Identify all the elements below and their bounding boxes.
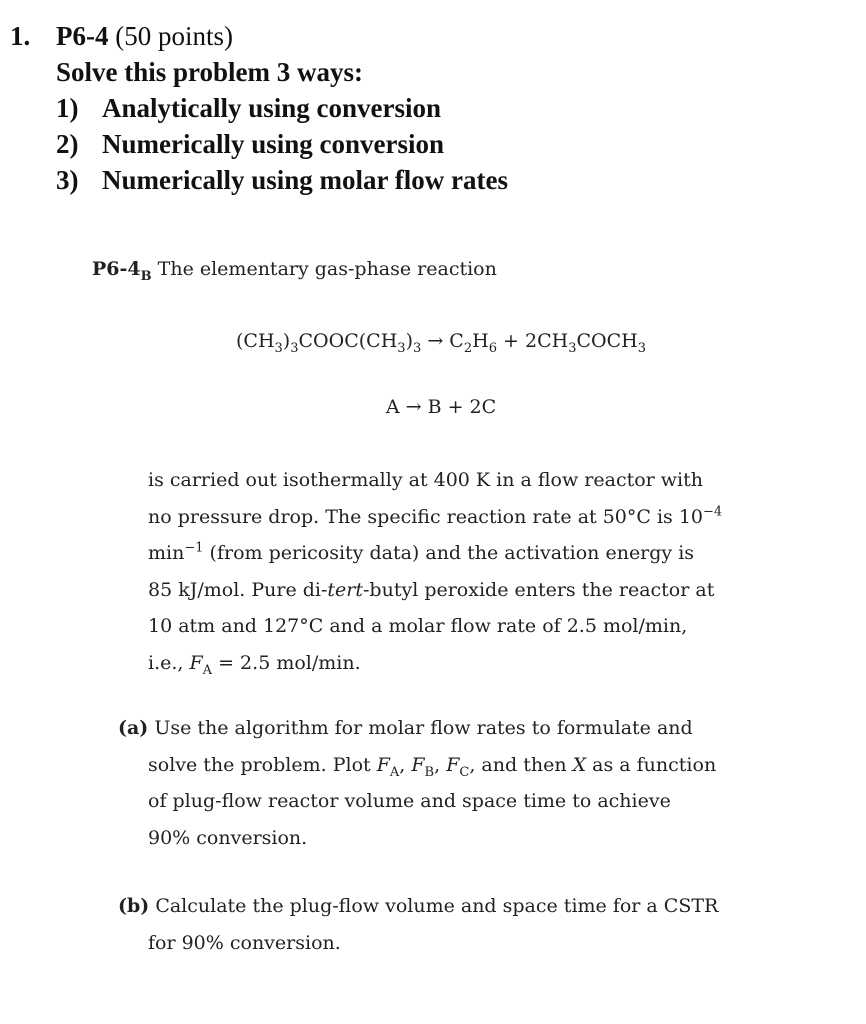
paragraph-line: $\min^{-1}$ (from pericosity data) and the activation energy is [148, 540, 695, 564]
problem-paragraph [148, 462, 748, 681]
problem-title-line [10, 18, 850, 54]
problem-id: P6-4 [56, 21, 109, 51]
part-a-line: 90% conversion. [148, 826, 308, 849]
problem-header [10, 18, 850, 198]
paragraph-line: 10 atm and 127°C and a molar flow rate of 2.5 mol/min, [148, 615, 688, 637]
part-a-line: (a) Use the algorithm for molar flow rates to formulate and [118, 717, 693, 739]
method-text: Numerically using conversion [102, 129, 444, 159]
product-formula: $C_2H_6$ + $2CH_3COCH_3$ [449, 330, 647, 356]
problem-number: 1. [10, 21, 31, 51]
paragraph-line: i.e., $F_A = 2.5$ mol/min. [148, 651, 361, 678]
method-item [10, 90, 850, 126]
reaction-equation-short: A → B + 2C [385, 396, 497, 418]
part-a-label: (a) [118, 717, 149, 739]
reaction-arrow-icon: → [427, 330, 444, 352]
method-text: Analytically using conversion [102, 93, 442, 123]
part-a [118, 710, 758, 856]
reactant-formula: $(CH_3)_3COOC(CH_3)_3$ [235, 330, 422, 356]
method-item [10, 126, 850, 162]
method-number: 3) [56, 165, 79, 195]
reaction-equation-full [0, 330, 866, 356]
method-text: Numerically using molar flow rates [102, 165, 508, 195]
part-b-label: (b) [118, 895, 150, 917]
problem-points: (50 points) [115, 21, 233, 51]
paragraph-line: no pressure drop. The specific reaction rate at 50°C is $10^{-4}$ [148, 504, 723, 528]
problem-tag: $P6-4_B$ [92, 258, 152, 284]
method-number: 1) [56, 93, 79, 123]
method-number: 2) [56, 129, 79, 159]
part-a-line: of plug-flow reactor volume and space time to achieve [148, 790, 671, 812]
intro-text: The elementary gas-phase reaction [157, 258, 497, 280]
part-b [118, 888, 758, 961]
paragraph-line: is carried out isothermally at 400 K in a flow reactor with [148, 469, 703, 491]
part-a-line: solve the problem. Plot $F_A$, $F_B$, $F_C$, and then X as a function [148, 753, 717, 780]
instruction: Solve this problem 3 ways: [56, 57, 364, 87]
part-b-line: for 90% conversion. [148, 931, 341, 954]
paragraph-line: 85 kJ/mol. Pure di-tert-butyl peroxide enters the reactor at [148, 578, 715, 601]
part-b-line: (b) Calculate the plug-flow volume and space time for a CSTR [118, 895, 719, 917]
problem-intro [92, 258, 497, 284]
method-item [10, 162, 850, 198]
